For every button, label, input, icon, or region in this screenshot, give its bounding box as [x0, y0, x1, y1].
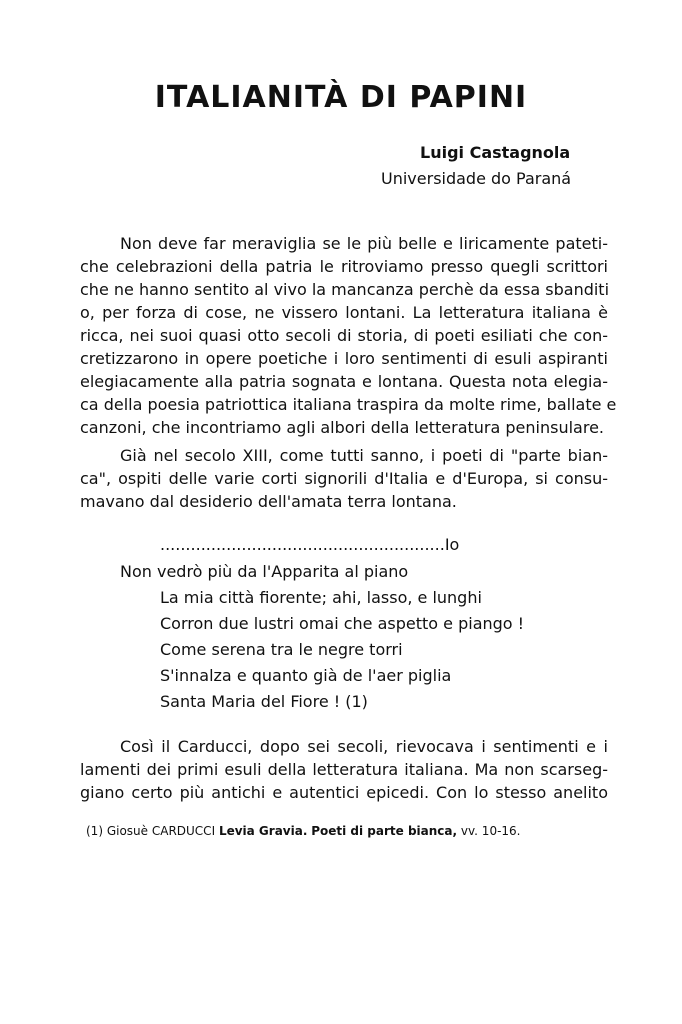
paragraph-line: ca della poesia patriottica italiana traspira da molte rime, ballate e: [80, 395, 617, 414]
verse-line: ........................................................Io: [160, 535, 460, 554]
paragraph-line: cretizzarono in opere poetiche i loro sentimenti di esuli aspiranti: [80, 349, 608, 368]
paragraph-line: giano certo più antichi e autentici epicedi. Con lo stesso anelito: [80, 783, 608, 802]
author-name: Luigi Castagnola: [420, 143, 571, 162]
paragraph-line: ricca, nei suoi quasi otto secoli di storia, di poeti esiliati che con-: [80, 326, 608, 345]
verse-line: Santa Maria del Fiore ! (1): [160, 692, 368, 711]
paragraph-line: o, per forza di cose, ne vissero lontani. La letteratura italiana è: [80, 303, 608, 322]
paragraph-2: [80, 444, 608, 513]
paragraph-line: Già nel secolo XIII, come tutti sanno, i poeti di "parte bian-: [120, 446, 608, 465]
footnote-author: Giosuè CARDUCCI: [106, 824, 216, 838]
paragraph-1: [80, 232, 617, 439]
author-affiliation: Universidade do Paraná: [381, 169, 572, 188]
footnote: [86, 824, 521, 838]
verse-line: Non vedrò più da l'Apparita al piano: [120, 562, 409, 581]
paragraph-line: ca", ospiti delle varie corti signorili d'Italia e d'Europa, si consu-: [80, 469, 608, 488]
paragraph-line: lamenti dei primi esuli della letteratura italiana. Ma non scarseg-: [80, 760, 608, 779]
verse-line: S'innalza e quanto già de l'aer piglia: [160, 666, 452, 685]
paragraph-line: che celebrazioni della patria le ritroviamo presso quegli scrittori: [80, 257, 608, 276]
footnote-marker: (1): [86, 824, 103, 838]
paragraph-line: Non deve far meraviglia se le più belle e liricamente pateti-: [120, 234, 608, 253]
footnote-verses: vv. 10-16.: [460, 824, 521, 838]
paragraph-3: [80, 735, 608, 804]
paragraph-line: mavano dal desiderio dell'amata terra lontana.: [80, 492, 457, 511]
paragraph-line: che ne hanno sentito al vivo la mancanza perchè da essa sbanditi: [80, 280, 610, 299]
paragraph-line: Così il Carducci, dopo sei secoli, rievocava i sentimenti e i: [120, 737, 608, 756]
verse-line: Come serena tra le negre torri: [160, 640, 403, 659]
paragraph-line: elegiacamente alla patria sognata e lontana. Questa nota elegia-: [80, 372, 608, 391]
verse-line: Corron due lustri omai che aspetto e piango !: [160, 614, 525, 633]
page-title: ITALIANITÀ DI PAPINI: [154, 80, 528, 115]
paragraph-line: canzoni, che incontriamo agli albori della letteratura peninsulare.: [80, 418, 605, 437]
footnote-section: Poeti di parte bianca,: [311, 824, 458, 838]
footnote-work: Levia Gravia.: [218, 824, 308, 838]
verse-line: La mia città fiorente; ahi, lasso, e lunghi: [160, 588, 482, 607]
